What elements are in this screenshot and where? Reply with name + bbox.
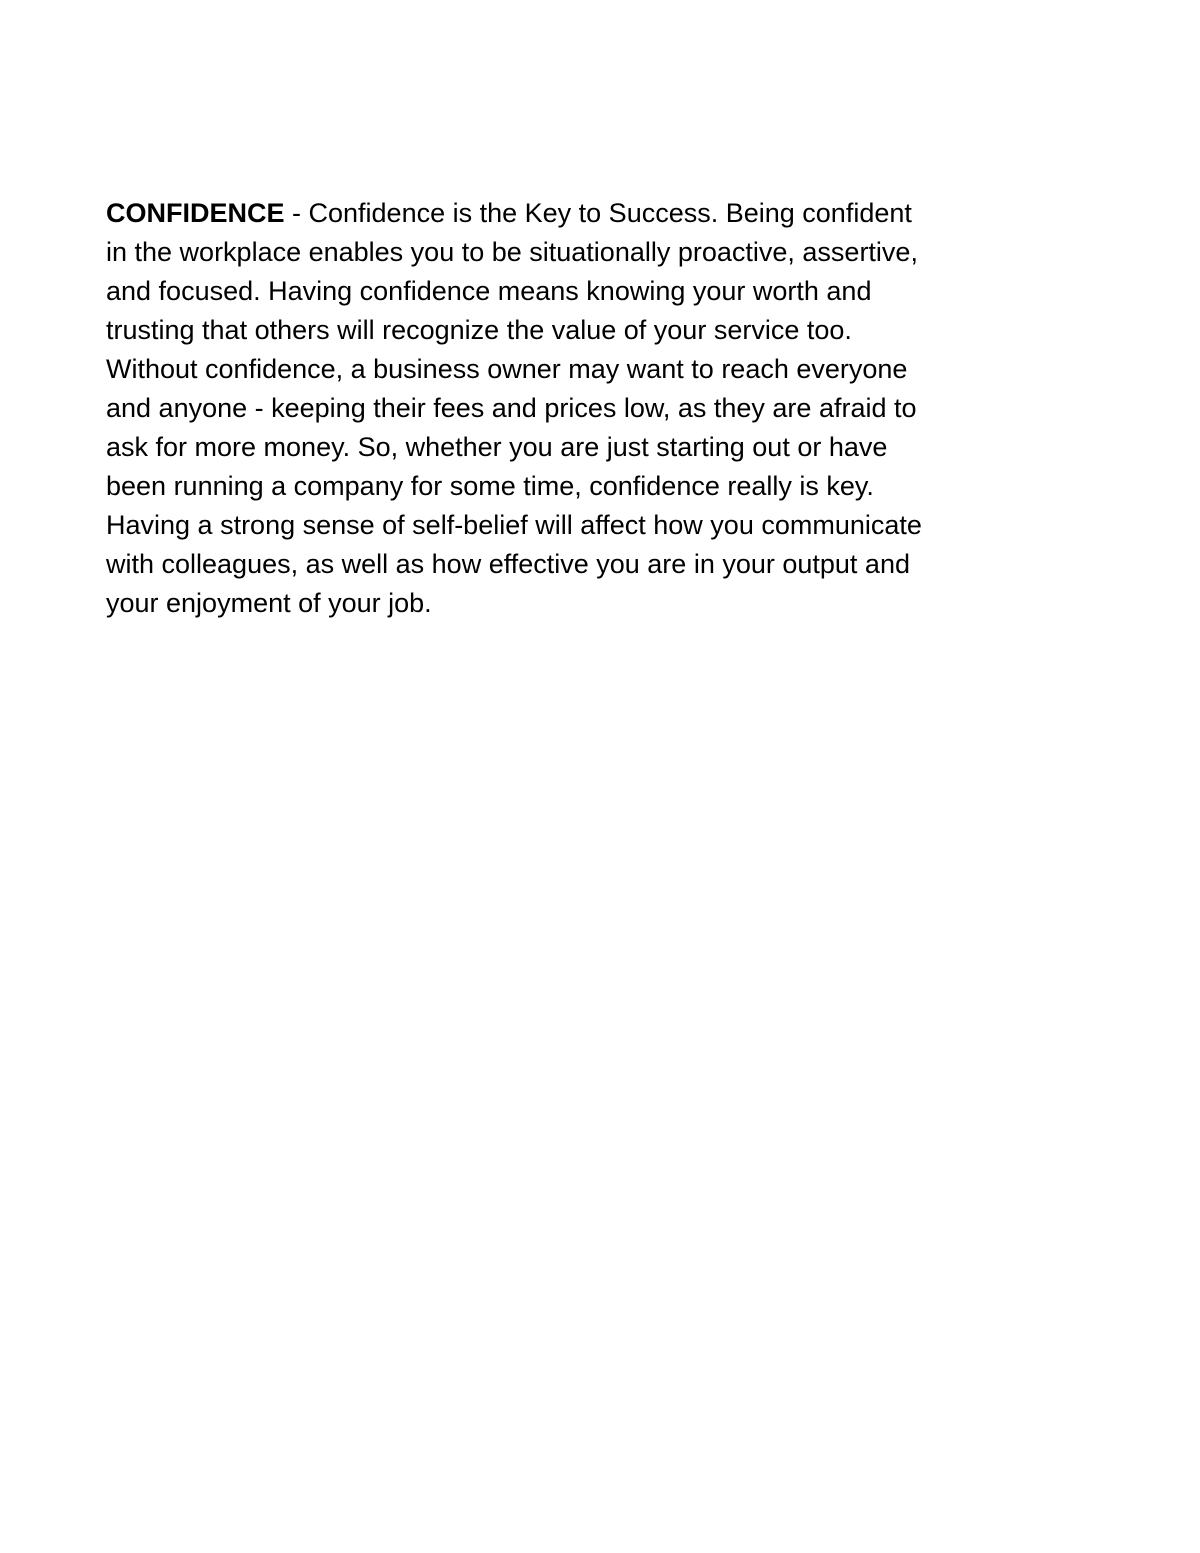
paragraph-line-3: and focused. Having confidence means knowing your worth and bbox=[106, 276, 872, 306]
paragraph-line-5: Without confidence, a business owner may want to reach everyone bbox=[106, 354, 908, 384]
paragraph-line-2: in the workplace enables you to be situationally proactive, assertive, bbox=[106, 237, 918, 267]
paragraph-line-1 bbox=[106, 194, 1086, 233]
paragraph-line-10: with colleagues, as well as how effective you are in your output and bbox=[106, 549, 910, 579]
confidence-paragraph bbox=[106, 194, 1086, 623]
paragraph-line-6: and anyone - keeping their fees and prices low, as they are afraid to bbox=[106, 393, 917, 423]
paragraph-line-8: been running a company for some time, confidence really is key. bbox=[106, 471, 874, 501]
paragraph-line-11: your enjoyment of your job. bbox=[106, 588, 432, 618]
paragraph-line-7: ask for more money. So, whether you are just starting out or have bbox=[106, 432, 888, 462]
paragraph-line-4: trusting that others will recognize the value of your service too. bbox=[106, 315, 852, 345]
paragraph-heading: CONFIDENCE bbox=[106, 198, 285, 228]
paragraph-line-9: Having a strong sense of self-belief will affect how you communicate bbox=[106, 510, 922, 540]
paragraph-line-1-text: - Confidence is the Key to Success. Being confident bbox=[284, 198, 912, 228]
